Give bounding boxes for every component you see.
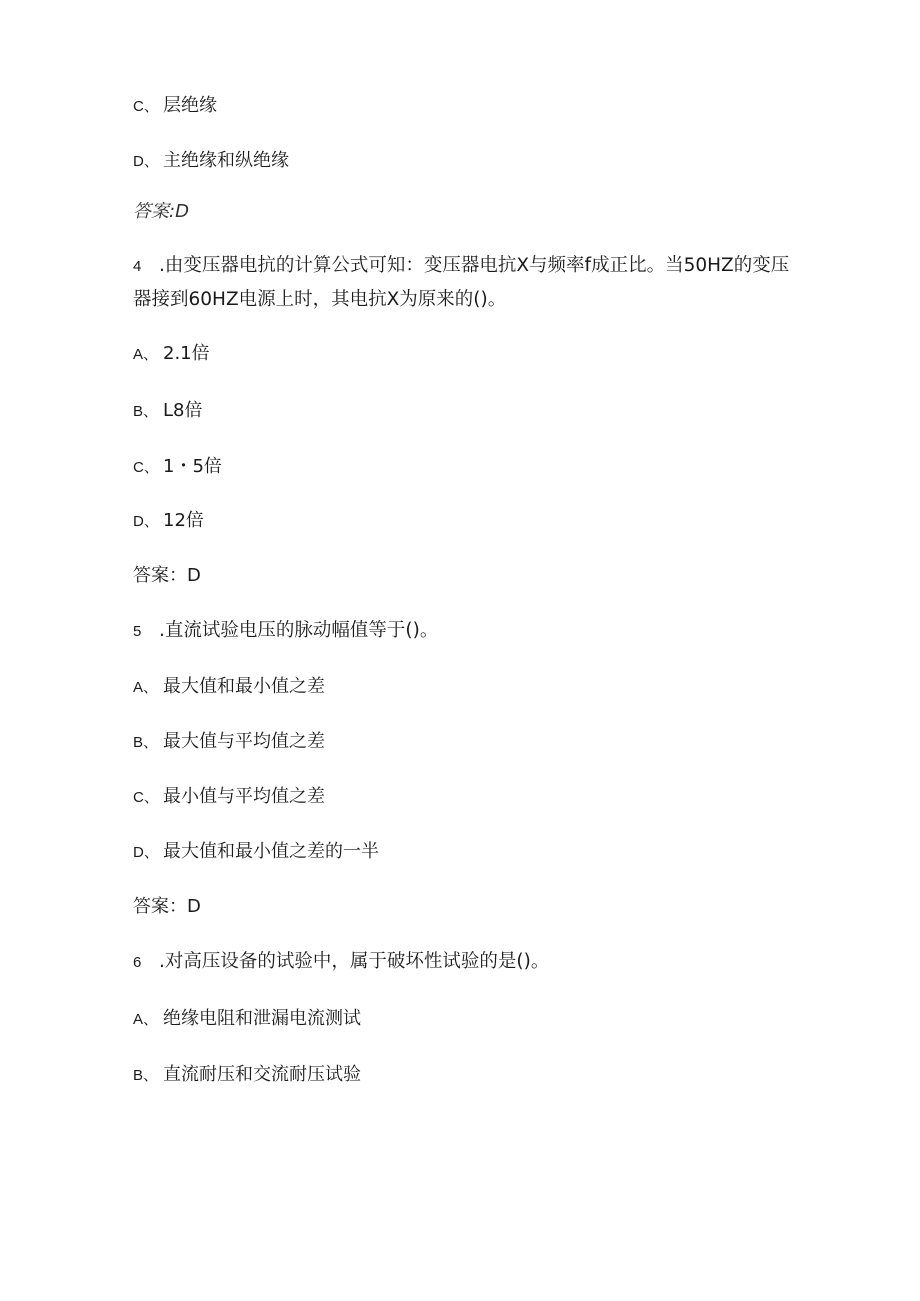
option-b [133,398,202,425]
question-line [133,253,789,280]
option-letter: D、 [133,844,159,861]
question-line [133,618,438,645]
question-line [133,949,549,976]
option-d [133,148,289,175]
question-text: .由变压器电抗的计算公式可知：变压器电抗X与频率f成正比。当50HZ的变压 [159,255,790,276]
answer: 答案:D [133,201,189,222]
option-letter: D、 [133,153,159,170]
option-letter: B、 [133,1067,159,1084]
option-b [133,1062,361,1089]
answer: 答案：D [133,896,201,917]
option-letter: C、 [133,98,159,115]
option-text: 最大值与平均值之差 [163,731,325,752]
question-number: 6 [133,954,142,971]
question-number: 4 [133,258,142,275]
option-letter: A、 [133,1011,159,1028]
option-letter: D、 [133,513,159,530]
question-text: .直流试验电压的脉动幅值等于()。 [159,620,439,641]
option-text: 最大值和最小值之差的一半 [163,841,379,862]
option-c [133,93,217,120]
option-d [133,839,379,866]
option-letter: C、 [133,459,159,476]
option-letter: A、 [133,346,159,363]
option-c [133,454,222,481]
option-letter: B、 [133,734,159,751]
option-b [133,729,325,756]
question-number: 5 [133,623,142,640]
option-letter: C、 [133,789,159,806]
option-text: 层绝缘 [163,95,217,116]
option-text: 12倍 [163,510,204,531]
option-a [133,341,210,368]
question-line-continued: 器接到60HZ电源上时，其电抗X为原来的()。 [133,289,507,310]
option-text: L8倍 [163,400,203,421]
option-a [133,1006,361,1033]
option-text: 主绝缘和纵绝缘 [163,150,289,171]
option-text: 1・5倍 [163,456,222,477]
option-text: 2.1倍 [163,343,210,364]
option-text: 直流耐压和交流耐压试验 [163,1064,361,1085]
option-text: 最小值与平均值之差 [163,786,325,807]
option-text: 最大值和最小值之差 [163,676,325,697]
question-text: .对高压设备的试验中，属于破坏性试验的是()。 [159,951,550,972]
option-letter: A、 [133,679,159,696]
option-a [133,674,325,701]
option-letter: B、 [133,403,159,420]
option-d [133,508,204,535]
option-c [133,784,325,811]
option-text: 绝缘电阻和泄漏电流测试 [163,1008,361,1029]
answer: 答案：D [133,565,201,586]
